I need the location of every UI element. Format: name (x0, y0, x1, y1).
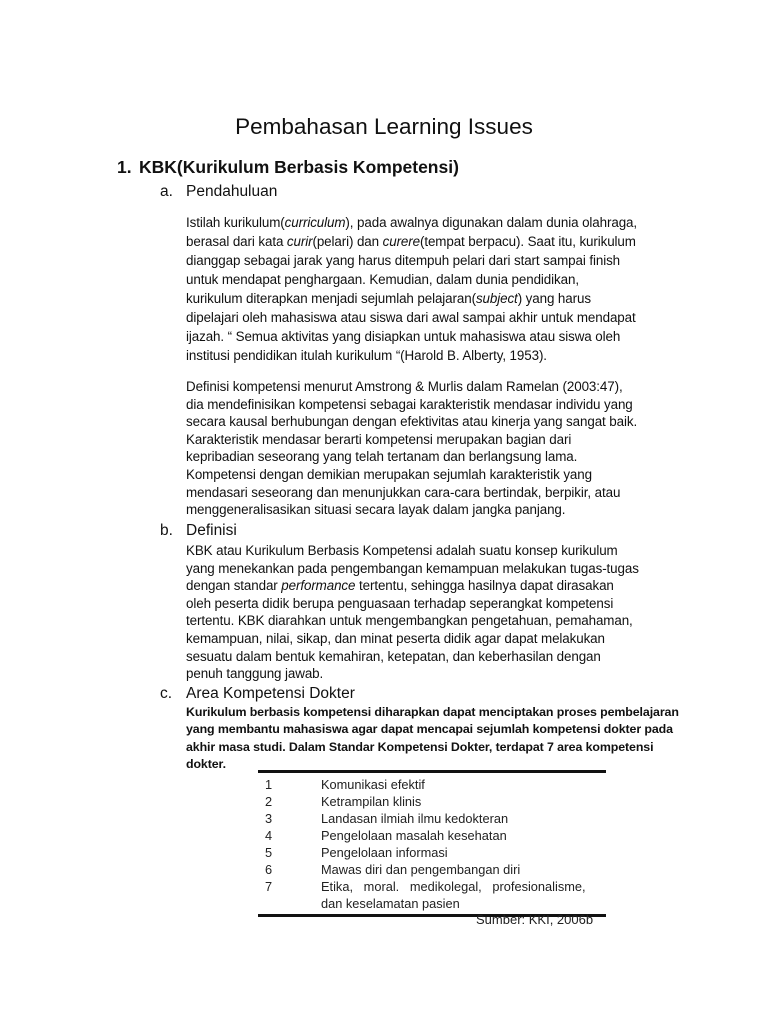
subsection-c-heading (160, 685, 355, 703)
text-line: dokter. (186, 757, 226, 772)
subsection-title: Pendahuluan (186, 183, 278, 200)
text-line: dianggap sebagai jarak yang harus ditempuh pelari dari start sampai finish (186, 253, 621, 268)
subsection-letter: a. (160, 183, 173, 200)
italic-term: curriculum (284, 215, 346, 230)
text-line: dia mendefinisikan kompetensi sebagai karakteristik mendasar individu yang (186, 396, 633, 412)
section-number: 1. (117, 157, 132, 177)
row-number: 3 (265, 811, 273, 826)
table-row (258, 810, 606, 827)
table-row (258, 844, 606, 861)
text-line: Karakteristik mendasar berarti kompetensi merupakan bagian dari (186, 431, 572, 447)
row-area: dan keselamatan pasien (321, 896, 460, 911)
row-number: 1 (265, 777, 273, 792)
italic-term: curir (286, 234, 313, 249)
row-area: Komunikasi efektif (321, 777, 425, 792)
table-row (258, 827, 606, 844)
text-line: oleh peserta didik berupa penguasaan terhadap seperangkat kompetensi (186, 595, 614, 611)
text-line: mendasari seseorang dan menunjukkan cara-cara bertindak, berpikir, atau (186, 484, 621, 500)
table-row (258, 861, 606, 878)
text-line: sesuatu dalam bentuk kemahiran, ketepatan, dan keberhasilan dengan (186, 648, 601, 664)
text-line: yang membantu mahasiswa agar dapat mencapai sejumlah kompetensi dokter pada (186, 722, 673, 737)
area-kompetensi-paragraph (186, 704, 686, 774)
subsection-letter: c. (160, 685, 173, 702)
italic-term: subject (475, 291, 518, 306)
italic-term: performance (281, 578, 356, 594)
row-number: 5 (265, 845, 273, 860)
text-line: tertentu. KBK diarahkan untuk mengembangkan pengetahuan, pemahaman, (186, 613, 633, 629)
subsection-letter: b. (160, 522, 173, 539)
text-line: institusi pendidikan itulah kurikulum “(Harold B. Alberty, 1953). (186, 348, 547, 363)
text-line: Kompetensi dengan demikian merupakan sejumlah karakteristik yang (186, 466, 592, 482)
text-line: kepribadian seseorang yang telah tertanam dan berlangsung lama. (186, 449, 578, 465)
definisi-paragraph (186, 542, 686, 683)
text-line: Kurikulum berbasis kompetensi diharapkan dapat menciptakan proses pembelajaran (186, 705, 679, 719)
row-area: Pengelolaan informasi (321, 845, 448, 860)
row-number: 4 (265, 828, 273, 843)
text-line: Definisi kompetensi menurut Amstrong & Murlis dalam Ramelan (2003:47), (186, 379, 623, 394)
row-number: 7 (265, 879, 273, 894)
text-line: kurikulum diterapkan menjadi sejumlah pelajaran(subject) yang harus (186, 291, 591, 306)
row-area: Etika, moral. medikolegal, profesionalisme, (321, 879, 586, 894)
text-line: dipelajari oleh mahasiswa atau siswa dari awal sampai akhir untuk mendapat (186, 310, 636, 325)
page-title: Pembahasan Learning Issues (235, 114, 533, 139)
pendahuluan-paragraph-2 (186, 378, 686, 519)
row-area: Pengelolaan masalah kesehatan (321, 828, 507, 843)
text-line: penuh tanggung jawab. (186, 666, 324, 682)
text-line: menggeneralisasikan situasi secara layak dalam jangka panjang. (186, 502, 566, 518)
pendahuluan-paragraph-1 (186, 213, 686, 365)
table-row (258, 776, 606, 793)
row-number (258, 895, 321, 912)
text-line: berasal dari kata curir(pelari) dan curere(tempat berpacu). Saat itu, kurikulum (186, 234, 636, 249)
subsection-title: Definisi (186, 522, 237, 539)
row-area: Ketrampilan klinis (321, 794, 422, 809)
section-1-heading (117, 157, 459, 178)
text-line: akhir masa studi. Dalam Standar Kompetensi Dokter, terdapat 7 area kompetensi (186, 739, 654, 754)
row-area: Landasan ilmiah ilmu kedokteran (321, 811, 509, 826)
text-line: KBK atau Kurikulum Berbasis Kompetensi adalah suatu konsep kurikulum (186, 543, 618, 558)
text-line: kemampuan, nilai, sikap, dan minat peserta didik agar dapat melakukan (186, 630, 605, 646)
text-line: Istilah kurikulum(curriculum), pada awalnya digunakan dalam dunia olahraga, (186, 215, 638, 230)
table-row (258, 895, 606, 912)
subsection-a-heading (160, 183, 277, 201)
subsection-title: Area Kompetensi Dokter (186, 685, 355, 702)
section-title: KBK(Kurikulum Berbasis Kompetensi) (139, 157, 459, 177)
competency-table (258, 770, 606, 917)
text-line: ijazah. “ Semua aktivitas yang disiapkan untuk mahasiswa atau siswa oleh (186, 329, 621, 344)
text-line: yang menekankan pada pengembangan kemampuan melakukan tugas-tugas (186, 560, 639, 576)
table-source: Sumber: KKI, 2006b (476, 912, 594, 927)
italic-term: curere (382, 234, 420, 249)
row-number: 2 (265, 794, 273, 809)
text-line: dengan standar performance tertentu, sehingga hasilnya dapat dirasakan (186, 578, 614, 594)
text-line: untuk mendapat penghargaan. Kemudian, dalam dunia pendidikan, (186, 272, 579, 287)
text-line: secara kausal berhubungan dengan efektivitas atau kinerja yang sangat baik. (186, 414, 638, 430)
table-row (258, 793, 606, 810)
row-area: Mawas diri dan pengembangan diri (321, 862, 521, 877)
subsection-b-heading (160, 522, 237, 540)
row-number: 6 (265, 862, 273, 877)
table-row (258, 878, 606, 895)
